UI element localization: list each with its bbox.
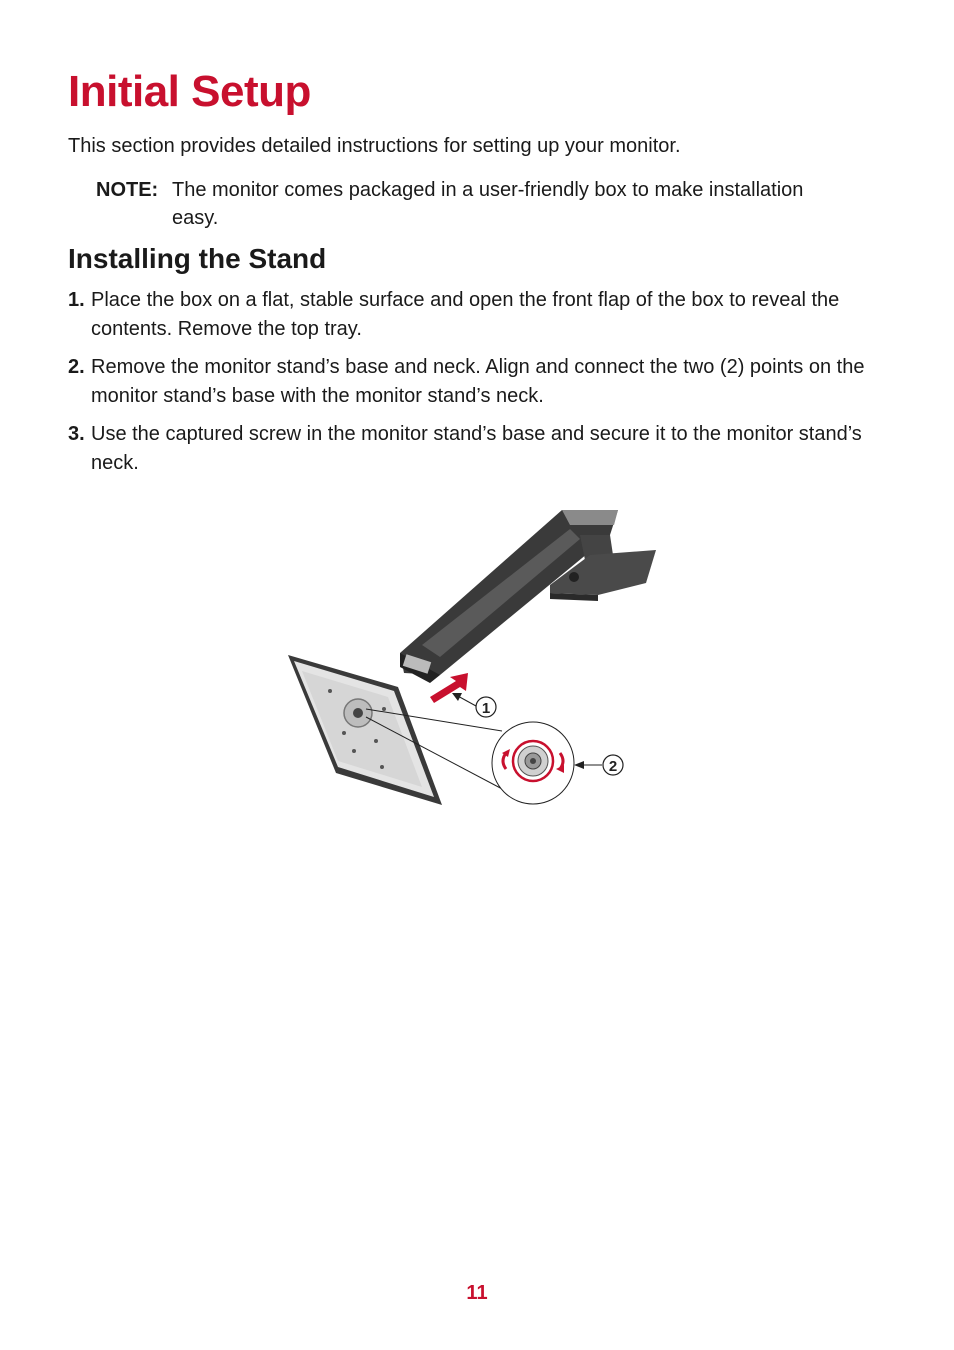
- step-item: [68, 420, 898, 478]
- step-number: 1.: [68, 289, 85, 311]
- steps-list: [68, 286, 898, 487]
- note-text-line-1: The monitor comes packaged in a user-friendly box to make installation: [172, 179, 804, 201]
- stand-base: [288, 655, 442, 805]
- step-item: [68, 286, 898, 344]
- step-number: 2.: [68, 356, 85, 378]
- page-title: Initial Setup: [68, 67, 311, 116]
- note-label: NOTE:: [96, 179, 159, 201]
- page-number: 11: [466, 1282, 488, 1304]
- callout-1-label: 1: [481, 700, 491, 717]
- stand-installation-illustration: [280, 495, 670, 815]
- step-text: Use the captured screw in the monitor stand’s base and secure it to the monitor stand’s neck.: [91, 423, 862, 474]
- intro-paragraph: This section provides detailed instructions for setting up your monitor.: [68, 135, 681, 157]
- screw-detail: [492, 722, 574, 804]
- step-text: Remove the monitor stand’s base and neck. Align and connect the two (2) points on the monitor stand’s base with the monitor stand’s neck.: [91, 356, 865, 407]
- section-title: Installing the Stand: [68, 243, 327, 274]
- stand-neck: [400, 510, 656, 683]
- step-text: Place the box on a flat, stable surface and open the front flap of the box to reveal the contents. Remove the top tray.: [91, 289, 840, 340]
- step-number: 3.: [68, 423, 85, 445]
- callout-2-label: 2: [608, 758, 618, 775]
- step-item: [68, 353, 898, 411]
- note-text: [172, 176, 882, 232]
- note-text-line-2: easy.: [172, 207, 219, 229]
